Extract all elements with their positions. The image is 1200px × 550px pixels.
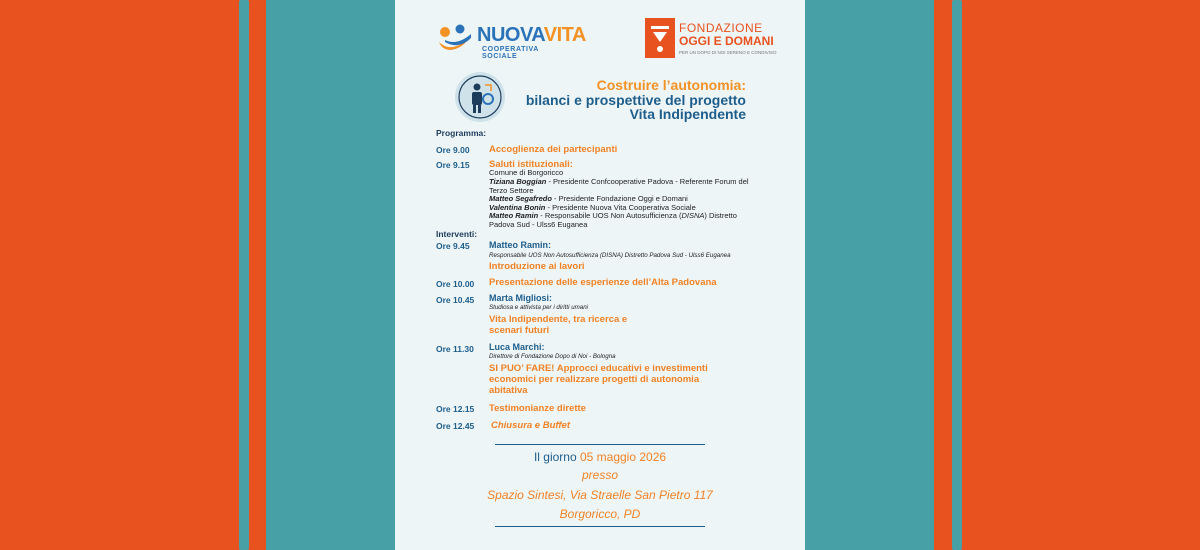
segafredo-role: - Presidente Fondazione Oggi e Domani xyxy=(551,194,688,203)
fondazione-line2: OGGI E DOMANI xyxy=(679,34,774,48)
time-9-15: Ore 9.15 xyxy=(436,160,470,170)
speaker-marchi: Luca Marchi: xyxy=(489,342,545,352)
fondazione-line1: FONDAZIONE xyxy=(679,21,763,35)
event-si-puo-fare-1: SI PUO’ FARE! Approcci educativi e investimenti xyxy=(489,363,708,374)
speaker-migliosi-role: Studiosa e attivista per i diritti umani xyxy=(489,304,589,311)
time-12-45: Ore 12.45 xyxy=(436,421,475,431)
interventi-label: Interventi: xyxy=(436,229,478,239)
footer-giorno: Il giorno xyxy=(533,450,580,464)
footer-date: 05 maggio 2026 xyxy=(579,450,667,464)
title-line2: bilanci e prospettive del progetto xyxy=(525,92,746,108)
time-9-45: Ore 9.45 xyxy=(436,241,470,251)
flyer xyxy=(395,0,805,550)
time-12-15: Ore 12.15 xyxy=(436,404,475,414)
speaker-ramin: Matteo Ramin: xyxy=(489,240,552,250)
event-presentazione: Presentazione delle esperienze dell’Alta Padovana xyxy=(489,277,717,288)
fondazione-logo xyxy=(645,18,795,60)
boggian-role: - Presidente Confcooperative Padova - Referente Forum del xyxy=(546,177,749,186)
ramin-role-end: ) Distretto xyxy=(704,211,737,220)
title-line3: Vita Indipendente xyxy=(629,106,746,122)
teal-stripe-left xyxy=(239,0,249,550)
event-si-puo-fare-3: abitativa xyxy=(489,385,528,396)
boggian-name: Tiziana Boggian xyxy=(489,177,547,186)
event-saluti: Saluti istituzionali: xyxy=(489,159,573,170)
nuova-vita-mark-icon xyxy=(437,24,473,54)
ramin-role-cont: Padova Sud - Ulss6 Euganea xyxy=(489,219,588,229)
bonin-role: - Presidente Nuova Vita Cooperativa Sociale xyxy=(545,202,696,212)
vita-text: VITA xyxy=(543,24,586,46)
ramin-role: - Responsabile UOS Non Autosufficienza ( xyxy=(538,211,682,220)
nuova-vita-subtitle: COOPERATIVA SOCIALE xyxy=(482,46,539,60)
time-11-30: Ore 11.30 xyxy=(436,344,474,354)
event-vita-indipendente-1: Vita Indipendente, tra ricerca e xyxy=(489,314,628,325)
event-vita-indipendente-2: scenari futuri xyxy=(489,325,550,336)
house-icon xyxy=(645,18,675,58)
divider-bottom xyxy=(495,526,705,527)
fondazione-mark xyxy=(645,18,675,58)
boggian-role-cont: Terzo Settore xyxy=(489,185,534,195)
event-introduzione: Introduzione ai lavori xyxy=(489,261,585,272)
ramin-disna: DISNA xyxy=(681,211,705,220)
bonin-name: Valentina Bonin xyxy=(489,202,546,212)
footer-place: Spazio Sintesi, Via Straelle San Pietro 117 xyxy=(487,488,713,502)
time-10-45: Ore 10.45 xyxy=(436,295,475,305)
saluti-comune: Comune di Borgoricco xyxy=(489,168,564,177)
speaker-ramin-role: Responsabile UOS Non Autosufficienza (DISNA) Distretto Padova Sud - Ulss6 Euganea xyxy=(489,252,731,259)
title-line1: Costruire l’autonomia: xyxy=(596,77,746,93)
event-chiusura: Chiusura e Buffet xyxy=(491,420,571,431)
speaker-migliosi: Marta Migliosi: xyxy=(489,293,553,303)
footer-presso: presso xyxy=(581,468,619,482)
nuova-vita-logo xyxy=(437,22,586,60)
teal-panel-left xyxy=(266,0,395,550)
footer-date-line xyxy=(395,450,805,464)
nuova-text: NUOVA xyxy=(477,24,544,46)
programma-label: Programma: xyxy=(436,128,487,138)
event-si-puo-fare-2: economici per realizzare progetti di autonomia xyxy=(489,374,700,385)
time-10-00: Ore 10.00 xyxy=(436,279,475,289)
teal-panel-right xyxy=(805,0,934,550)
speaker-marchi-role: Direttore di Fondazione Dopo di Noi - Bologna xyxy=(489,353,616,360)
ramin-name: Matteo Ramin xyxy=(489,211,539,220)
teal-stripe-right xyxy=(952,0,962,550)
divider-top xyxy=(495,444,705,445)
nuova-vita-title xyxy=(477,24,586,46)
time-9-00: Ore 9.00 xyxy=(436,145,470,155)
event-testimonianze: Testimonianze dirette xyxy=(489,403,586,414)
event-accoglienza: Accoglienza dei partecipanti xyxy=(489,144,618,155)
fondazione-tagline: PER UN DOPO DI NOI SERENO E CONDIVISO xyxy=(679,50,777,55)
footer-city: Borgoricco, PD xyxy=(559,507,641,521)
segafredo-name: Matteo Segafredo xyxy=(489,194,552,203)
